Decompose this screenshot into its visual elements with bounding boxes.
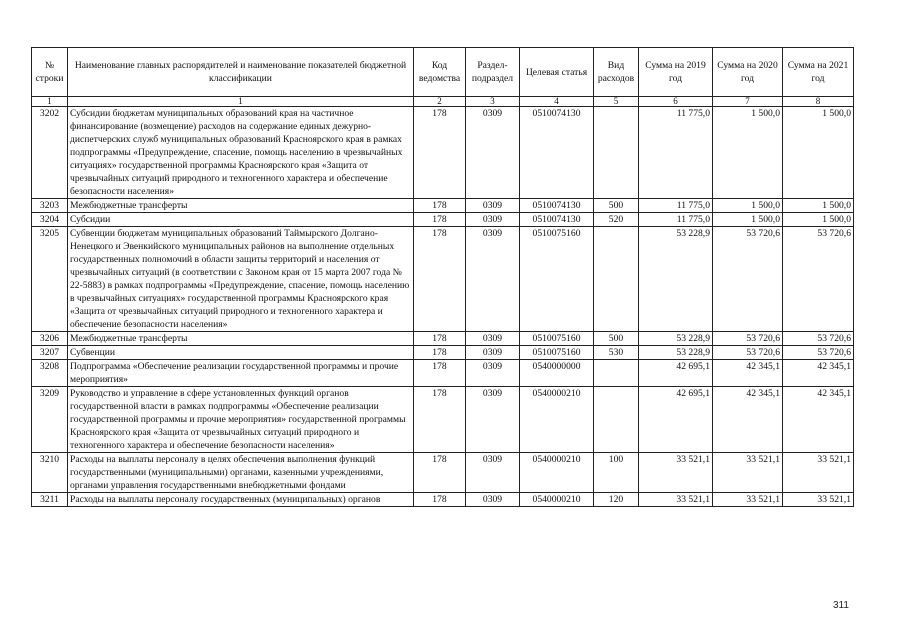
row-expense-type: 520 — [594, 213, 639, 227]
row-section-code: 0309 — [466, 107, 520, 199]
row-section-code: 0309 — [466, 346, 520, 360]
header-section: Раздел-подраздел — [466, 48, 520, 97]
page-number: 311 — [833, 600, 849, 611]
row-section-code: 0309 — [466, 387, 520, 453]
table-row — [32, 346, 854, 360]
header-num: № строки — [32, 48, 68, 97]
column-number: 1 — [68, 97, 414, 107]
row-number: 3202 — [32, 107, 68, 199]
row-section-code: 0309 — [466, 199, 520, 213]
row-amount-2019: 42 695,1 — [639, 360, 713, 387]
header-target: Целевая статья — [520, 48, 594, 97]
row-amount-2020: 42 345,1 — [713, 387, 783, 453]
row-dept-code: 178 — [414, 346, 466, 360]
column-number-row — [32, 97, 854, 107]
table-row — [32, 332, 854, 346]
column-number: 3 — [466, 97, 520, 107]
row-target-code: 0510074130 — [520, 199, 594, 213]
row-amount-2020: 1 500,0 — [713, 107, 783, 199]
row-target-code: 0540000210 — [520, 387, 594, 453]
row-target-code: 0510075160 — [520, 227, 594, 332]
row-section-code: 0309 — [466, 213, 520, 227]
row-section-code: 0309 — [466, 493, 520, 507]
row-target-code: 0510074130 — [520, 107, 594, 199]
row-number: 3204 — [32, 213, 68, 227]
row-amount-2020: 33 521,1 — [713, 493, 783, 507]
column-number: 4 — [520, 97, 594, 107]
row-number: 3210 — [32, 453, 68, 493]
row-dept-code: 178 — [414, 227, 466, 332]
row-amount-2019: 53 228,9 — [639, 227, 713, 332]
row-amount-2019: 53 228,9 — [639, 346, 713, 360]
row-dept-code: 178 — [414, 107, 466, 199]
row-amount-2019: 33 521,1 — [639, 453, 713, 493]
column-number: 6 — [639, 97, 713, 107]
row-amount-2019: 53 228,9 — [639, 332, 713, 346]
row-section-code: 0309 — [466, 227, 520, 332]
row-name: Субсидии бюджетам муниципальных образований края на частичное финансирование (возмещение) расходов на содержание единых дежурно-диспетчерских служб муниципальных образований Красноярского края в рамках подпрограммы «Предупреждение, спасение, помощь населению в чрезвычайных ситуациях» государственной программы Красноярского края «Защита от чрезвычайных ситуаций природного и техногенного характера и обеспечение безопасности населения» — [68, 107, 414, 199]
row-section-code: 0309 — [466, 332, 520, 346]
header-row — [32, 48, 854, 97]
row-target-code: 0540000210 — [520, 493, 594, 507]
header-2019: Сумма на 2019 год — [639, 48, 713, 97]
table-row — [32, 213, 854, 227]
row-amount-2021: 1 500,0 — [783, 213, 854, 227]
row-amount-2020: 53 720,6 — [713, 227, 783, 332]
row-target-code: 0510075160 — [520, 346, 594, 360]
table-row — [32, 227, 854, 332]
row-amount-2021: 53 720,6 — [783, 346, 854, 360]
row-dept-code: 178 — [414, 360, 466, 387]
header-type: Вид расходов — [594, 48, 639, 97]
row-expense-type: 500 — [594, 199, 639, 213]
row-number: 3206 — [32, 332, 68, 346]
table-row — [32, 493, 854, 507]
row-amount-2021: 53 720,6 — [783, 332, 854, 346]
row-section-code: 0309 — [466, 360, 520, 387]
row-amount-2020: 1 500,0 — [713, 213, 783, 227]
column-number: 8 — [783, 97, 854, 107]
row-name: Межбюджетные трансферты — [68, 199, 414, 213]
table-row — [32, 360, 854, 387]
row-amount-2021: 33 521,1 — [783, 493, 854, 507]
row-number: 3209 — [32, 387, 68, 453]
row-amount-2021: 1 500,0 — [783, 199, 854, 213]
row-name: Межбюджетные трансферты — [68, 332, 414, 346]
row-amount-2020: 53 720,6 — [713, 346, 783, 360]
column-number: 5 — [594, 97, 639, 107]
row-number: 3203 — [32, 199, 68, 213]
table-row — [32, 453, 854, 493]
row-amount-2020: 33 521,1 — [713, 453, 783, 493]
row-amount-2021: 1 500,0 — [783, 107, 854, 199]
row-amount-2020: 1 500,0 — [713, 199, 783, 213]
table-body — [32, 107, 854, 507]
row-dept-code: 178 — [414, 453, 466, 493]
row-target-code: 0510074130 — [520, 213, 594, 227]
header-2021: Сумма на 2021 год — [783, 48, 854, 97]
row-expense-type: 500 — [594, 332, 639, 346]
row-expense-type — [594, 387, 639, 453]
row-expense-type — [594, 107, 639, 199]
row-name: Субсидии — [68, 213, 414, 227]
header-dept: Код ведомства — [414, 48, 466, 97]
row-dept-code: 178 — [414, 387, 466, 453]
table-row — [32, 387, 854, 453]
row-expense-type — [594, 360, 639, 387]
row-amount-2019: 11 775,0 — [639, 199, 713, 213]
row-target-code: 0510075160 — [520, 332, 594, 346]
row-expense-type — [594, 227, 639, 332]
row-dept-code: 178 — [414, 213, 466, 227]
row-expense-type: 530 — [594, 346, 639, 360]
row-number: 3208 — [32, 360, 68, 387]
row-amount-2019: 42 695,1 — [639, 387, 713, 453]
row-amount-2020: 53 720,6 — [713, 332, 783, 346]
row-number: 3207 — [32, 346, 68, 360]
row-amount-2019: 11 775,0 — [639, 107, 713, 199]
row-amount-2021: 42 345,1 — [783, 360, 854, 387]
row-name: Расходы на выплаты персоналу в целях обеспечения выполнения функций государственными (муниципальными) органами, казенными учреждениями, органами управления государственными внебюджетными фондами — [68, 453, 414, 493]
row-amount-2021: 42 345,1 — [783, 387, 854, 453]
column-number: 2 — [414, 97, 466, 107]
row-expense-type: 120 — [594, 493, 639, 507]
row-name: Субвенции бюджетам муниципальных образований Таймырского Долгано-Ненецкого и Эвенкийского муниципальных районов на выполнение отдельных государственных полномочий в области защиты территорий и населения от чрезвычайных ситуаций (в соответствии с Законом края от 15 марта 2007 года № 22-5883) в рамках подпрограммы «Предупреждение, спасение, помощь населению в чрезвычайных ситуациях» государственной программы Красноярского края «Защита от чрезвычайных ситуаций природного и техногенного характера и обеспечение безопасности населения» — [68, 227, 414, 332]
row-dept-code: 178 — [414, 199, 466, 213]
table-row — [32, 199, 854, 213]
row-target-code: 0540000210 — [520, 453, 594, 493]
column-number: 7 — [713, 97, 783, 107]
row-target-code: 0540000000 — [520, 360, 594, 387]
row-amount-2021: 53 720,6 — [783, 227, 854, 332]
row-amount-2019: 33 521,1 — [639, 493, 713, 507]
row-name: Расходы на выплаты персоналу государственных (муниципальных) органов — [68, 493, 414, 507]
row-number: 3205 — [32, 227, 68, 332]
row-name: Руководство и управление в сфере установленных функций органов государственной власти в рамках подпрограммы «Обеспечение реализации государственной программы и прочие мероприятия» государственной программы Красноярского края «Защита от чрезвычайных ситуаций природного и техногенного характера и обеспечение безопасности населения» — [68, 387, 414, 453]
row-section-code: 0309 — [466, 453, 520, 493]
row-amount-2021: 33 521,1 — [783, 453, 854, 493]
row-dept-code: 178 — [414, 493, 466, 507]
row-name: Подпрограмма «Обеспечение реализации государственной программы и прочие мероприятия» — [68, 360, 414, 387]
budget-table — [31, 47, 854, 507]
header-name: Наименование главных распорядителей и наименование показателей бюджетной классификации — [68, 48, 414, 97]
row-expense-type: 100 — [594, 453, 639, 493]
column-number: 1 — [32, 97, 68, 107]
row-number: 3211 — [32, 493, 68, 507]
header-2020: Сумма на 2020 год — [713, 48, 783, 97]
row-name: Субвенции — [68, 346, 414, 360]
row-dept-code: 178 — [414, 332, 466, 346]
row-amount-2020: 42 345,1 — [713, 360, 783, 387]
table-row — [32, 107, 854, 199]
row-amount-2019: 11 775,0 — [639, 213, 713, 227]
